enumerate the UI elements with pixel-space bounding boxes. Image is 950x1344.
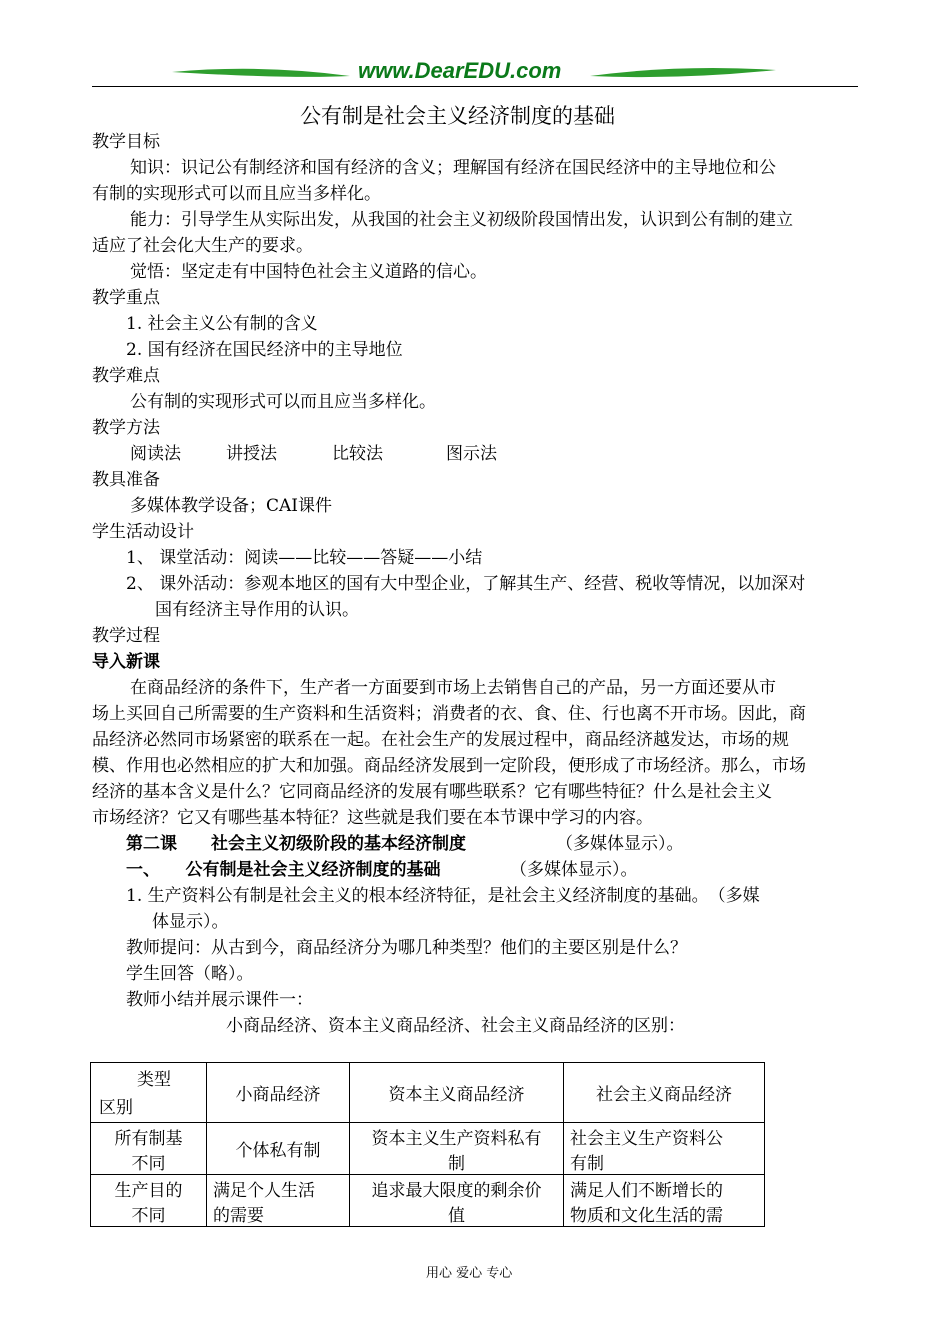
text-line: 导入新课 (92, 652, 160, 672)
text-line: 市场经济？它又有哪些基本特征？这些就是我们要在本节课中学习的内容。 (92, 808, 653, 828)
text-line: 第二课 社会主义初级阶段的基本经济制度 (126, 834, 466, 854)
text-line: 教学方法 (92, 418, 160, 438)
table-header: 社会主义商品经济 (564, 1063, 765, 1123)
text-line: 有制的实现形式可以而且应当多样化。 (92, 184, 381, 204)
table-row-label: 生产目的 不同 (91, 1175, 207, 1227)
text-line: 学生回答（略）。 (126, 964, 254, 984)
text-line: 经济的基本含义是什么？它同商品经济的发展有哪些联系？它有哪些特征？什么是社会主义 (92, 782, 772, 802)
text-line: 觉悟：坚定走有中国特色社会主义道路的信心。 (130, 262, 487, 282)
page-footer: 用心 爱心 专心 (426, 1266, 513, 1281)
text-line: 能力：引导学生从实际出发，从我国的社会主义初级阶段国情出发，认识到公有制的建立 (130, 210, 793, 230)
text-line: 多媒体教学设备；CAI课件 (130, 496, 332, 516)
text-line: 教学目标 (92, 132, 160, 152)
text-line: 在商品经济的条件下，生产者一方面要到市场上去销售自己的产品，另一方面还要从市 (130, 678, 776, 698)
page-title: 公有制是社会主义经济制度的基础 (300, 104, 615, 128)
text-line: 讲授法 (226, 444, 277, 464)
text-line: 比较法 (332, 444, 383, 464)
text-line: 2. 国有经济在国民经济中的主导地位 (126, 340, 403, 360)
text-line: 教学难点 (92, 366, 160, 386)
text-line: 一、 公有制是社会主义经济制度的基础 (126, 860, 441, 880)
text-line: 图示法 (446, 444, 497, 464)
text-line: 教具准备 (92, 470, 160, 490)
table-cell: 资本主义生产资料私有 制 (350, 1123, 564, 1175)
text-line: （多媒体显示）。 (556, 834, 684, 854)
text-line: 教师小结并展示课件一： (126, 990, 313, 1010)
table-header: 小商品经济 (207, 1063, 350, 1123)
comparison-table (90, 1062, 765, 1227)
text-line: 阅读法 (130, 444, 181, 464)
table-row-label: 所有制基 不同 (91, 1123, 207, 1175)
table-header: 资本主义商品经济 (350, 1063, 564, 1123)
corner-bottom-label: 区别 (99, 1098, 133, 1118)
text-line: 体显示）。 (152, 912, 229, 932)
text-line: 适应了社会化大生产的要求。 (92, 236, 313, 256)
text-line: 1. 社会主义公有制的含义 (126, 314, 318, 334)
text-line: 小商品经济、资本主义商品经济、社会主义商品经济的区别： (226, 1016, 685, 1036)
text-line: 教学重点 (92, 288, 160, 308)
text-line: 国有经济主导作用的认识。 (155, 600, 359, 620)
header-logo (170, 56, 780, 86)
header-rule (92, 86, 858, 87)
table-cell: 满足人们不断增长的 物质和文化生活的需 (564, 1175, 765, 1227)
text-line: 学生活动设计 (92, 522, 194, 542)
text-line: 2、 课外活动：参观本地区的国有大中型企业，了解其生产、经营、税收等情况，以加深对 (126, 574, 806, 594)
logo-text: www.DearEDU.com (358, 58, 562, 83)
table-cell: 追求最大限度的剩余价 值 (350, 1175, 564, 1227)
table-cell: 社会主义生产资料公 有制 (564, 1123, 765, 1175)
text-line: 教学过程 (92, 626, 160, 646)
text-line: 1、 课堂活动：阅读——比较——答疑——小结 (126, 548, 483, 568)
text-line: （多媒体显示）。 (510, 860, 638, 880)
text-line: 场上买回自己所需要的生产资料和生活资料；消费者的衣、食、住、行也离不开市场。因此，商 (92, 704, 806, 724)
text-line: 品经济必然同市场紧密的联系在一起。在社会生产的发展过程中，商品经济越发达，市场的规 (92, 730, 789, 750)
corner-top-label: 类型 (137, 1070, 171, 1090)
text-line: 知识：识记公有制经济和国有经济的含义；理解国有经济在国民经济中的主导地位和公 (130, 158, 776, 178)
table-cell: 个体私有制 (207, 1123, 350, 1175)
table-corner-cell (91, 1063, 207, 1123)
text-line: 公有制的实现形式可以而且应当多样化。 (130, 392, 436, 412)
text-line: 教师提问：从古到今，商品经济分为哪几种类型？他们的主要区别是什么？ (126, 938, 687, 958)
text-line: 1. 生产资料公有制是社会主义的根本经济特征，是社会主义经济制度的基础。 （多媒 (126, 886, 760, 906)
table-cell: 满足个人生活 的需要 (207, 1175, 350, 1227)
text-line: 模、作用也必然相应的扩大和加强。商品经济发展到一定阶段，便形成了市场经济。那么，市场 (92, 756, 806, 776)
